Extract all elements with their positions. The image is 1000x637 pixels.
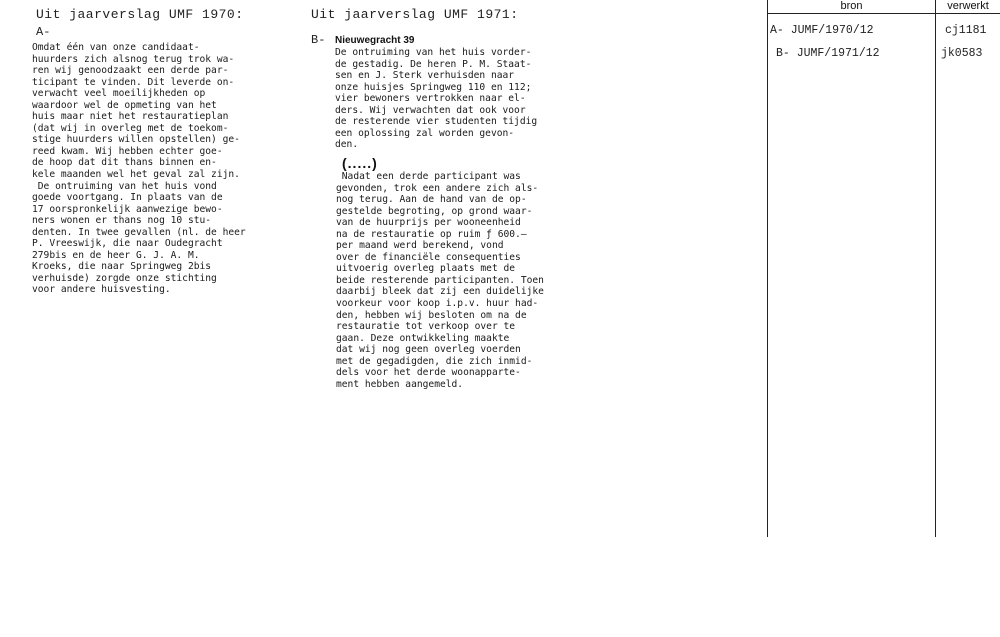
left-paragraph-line: de hoop dat dit thans binnen en- <box>32 157 217 169</box>
header-verwerkt: verwerkt <box>947 0 989 12</box>
left-paragraph <box>32 42 246 296</box>
middle-paragraph-2 <box>336 171 544 390</box>
table-divider-middle <box>935 0 936 537</box>
middle-heading: Uit jaarverslag UMF 1971: <box>311 7 519 22</box>
left-paragraph-line: (dat wij in overleg met de toekom- <box>32 122 229 134</box>
left-paragraph-line: 279bis en de heer G. J. A. M. <box>32 249 200 261</box>
table-divider-left <box>767 0 768 537</box>
left-paragraph-line: verhuisde) zorgde onze stichting <box>32 272 217 284</box>
middle-paragraph-2-line: met de gegadigden, die zich inmid- <box>336 355 533 367</box>
middle-marker: B- <box>311 33 326 47</box>
middle-paragraph-1-line: den. <box>335 139 359 151</box>
middle-paragraph-1-line: sen en J. Sterk verhuisden naar <box>335 70 515 82</box>
middle-subheading: Nieuwegracht 39 <box>335 35 415 46</box>
left-paragraph-line: huis maar niet het restauratieplan <box>32 111 229 123</box>
middle-paragraph-2-line: gevonden, trok een andere zich als- <box>336 182 539 194</box>
table-row-2-verwerkt: jk0583 <box>941 47 983 60</box>
middle-paragraph-2-line: over de financiële consequenties <box>336 251 521 263</box>
middle-paragraph-2-line: ment hebben aangemeld. <box>336 378 464 390</box>
middle-paragraph-2-line: restauratie tot verkoop over te <box>336 321 516 333</box>
middle-paragraph-2-line: daarbij bleek dat zij een duidelijke <box>336 286 544 298</box>
middle-paragraph-2-line: dels voor het derde woonapparte- <box>336 367 521 379</box>
left-paragraph-line: Omdat één van onze candidaat- <box>32 42 200 53</box>
table-row-1-bron: A- JUMF/1970/12 <box>770 24 874 37</box>
middle-paragraph-2-line: beide resterende participanten. Toen <box>336 274 544 286</box>
left-paragraph-line: ticipant te vinden. Dit leverde on- <box>32 76 235 88</box>
middle-paragraph-1 <box>335 47 537 151</box>
middle-paragraph-2-line: gestelde begroting, op grond waar- <box>336 205 533 217</box>
middle-paragraph-2-line: per maand werd berekend, vond <box>336 240 504 252</box>
middle-paragraph-2-line: na de restauratie op ruim ƒ 600.— <box>336 228 527 240</box>
left-paragraph-line: P. Vreeswijk, die naar Oudegracht <box>32 238 223 250</box>
middle-paragraph-2-line: nog terug. Aan de hand van de op- <box>336 194 527 206</box>
middle-paragraph-2-line: dat wij nog geen overleg voerden <box>336 344 521 356</box>
left-paragraph-line: huurders zich alsnog terug trok wa- <box>32 53 235 65</box>
middle-paragraph-2-line: den, hebben wij besloten om na de <box>336 309 527 321</box>
middle-paragraph-1-line: een oplossing zal worden gevon- <box>335 127 515 139</box>
middle-paragraph-1-line: de gestadig. De heren P. M. Staat- <box>335 58 532 70</box>
left-paragraph-line: Kroeks, die naar Springweg 2bis <box>32 261 212 273</box>
left-paragraph-line: stige huurders willen opstellen) ge- <box>32 134 240 146</box>
left-heading: Uit jaarverslag UMF 1970: <box>36 7 244 22</box>
table-row-1-verwerkt: cj1181 <box>945 24 987 37</box>
middle-paragraph-2-line: gaan. Deze ontwikkeling maakte <box>336 332 510 344</box>
middle-paragraph-2-line: Nadat een derde participant was <box>336 171 521 182</box>
middle-paragraph-2-line: voorkeur voor koop i.p.v. huur had- <box>336 298 539 310</box>
ellipsis-marker: (.....) <box>342 155 378 171</box>
left-paragraph-line: waardoor wel de opmeting van het <box>32 99 217 111</box>
middle-paragraph-1-line: ders. Wij verwachten dat ook voor <box>335 104 526 116</box>
left-paragraph-line: denten. In twee gevallen (nl. de heer <box>32 226 246 238</box>
left-paragraph-line: reed kwam. Wij hebben echter goe- <box>32 145 223 157</box>
middle-paragraph-1-line: vier bewoners vertrokken naar el- <box>335 93 526 105</box>
table-header-underline <box>767 13 1000 14</box>
left-marker: A- <box>36 25 51 39</box>
left-paragraph-line: ren wij genoodzaakt een derde par- <box>32 65 229 77</box>
middle-paragraph-1-line: de resterende vier studenten tijdig <box>335 116 538 128</box>
left-paragraph-line: kele maanden wel het geval zal zijn. <box>32 169 240 181</box>
middle-paragraph-1-line: onze huisjes Springweg 110 en 112; <box>335 81 532 93</box>
middle-paragraph-1-line: De ontruiming van het huis vorder- <box>335 47 532 58</box>
left-paragraph-line: goede voortgang. In plaats van de <box>32 192 223 204</box>
left-paragraph-line: 17 oorspronkelijk aanwezige bewo- <box>32 203 223 215</box>
middle-paragraph-2-line: van de huurprijs per wooneenheid <box>336 217 521 229</box>
header-bron: bron <box>840 0 863 12</box>
left-paragraph-line: ners wonen er thans nog 10 stu- <box>32 215 212 227</box>
middle-paragraph-2-line: uitvoerig overleg plaats met de <box>336 263 516 275</box>
left-paragraph-line: De ontruiming van het huis vond <box>32 180 217 192</box>
left-paragraph-line: voor andere huisvesting. <box>32 284 171 296</box>
table-row-2-bron: B- JUMF/1971/12 <box>776 47 880 60</box>
left-paragraph-line: verwacht veel moeilijkheden op <box>32 88 206 100</box>
